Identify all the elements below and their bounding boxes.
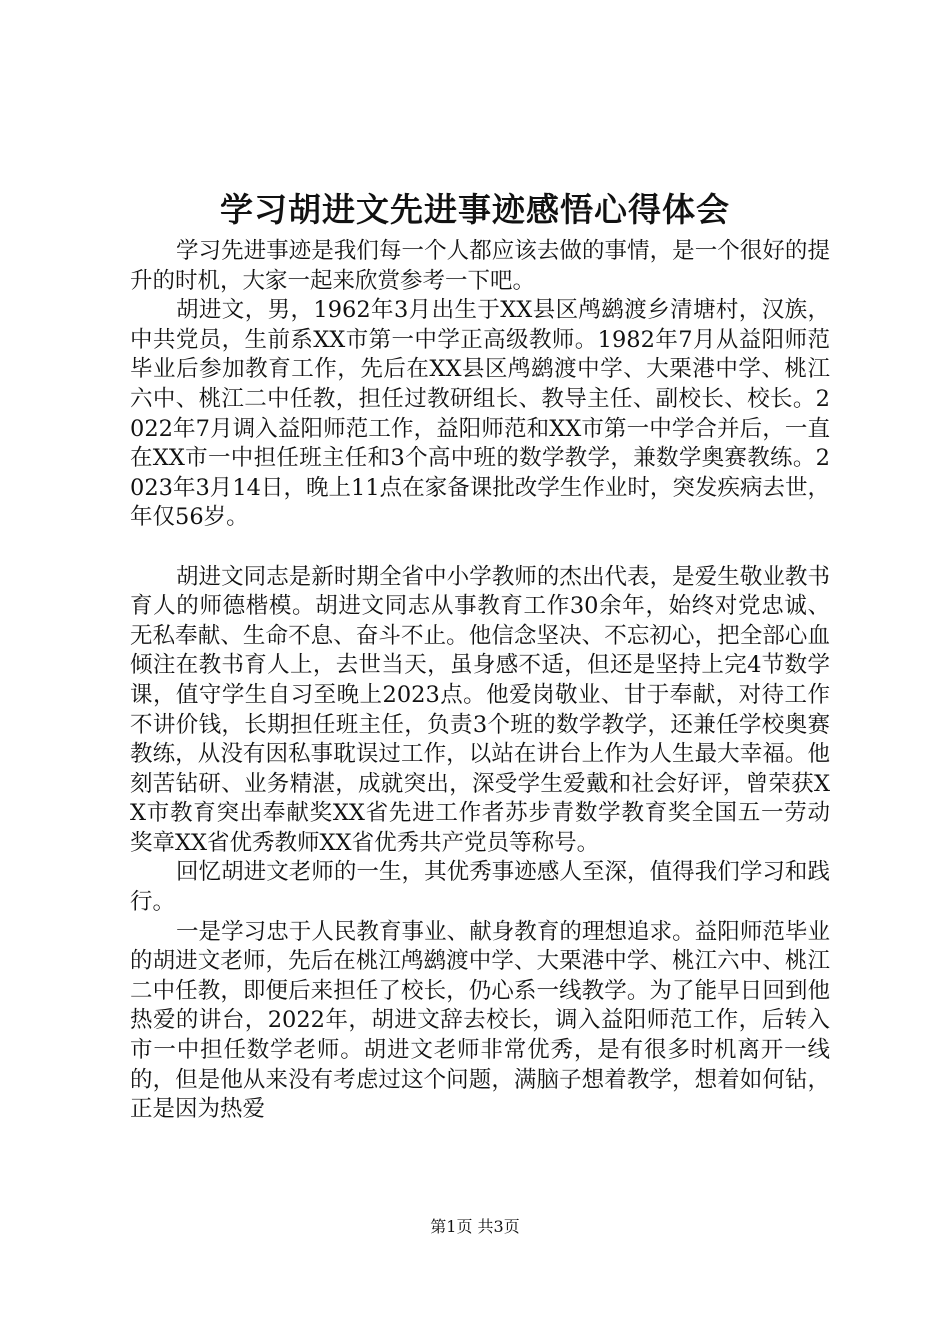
page-footer [0,1216,950,1238]
paragraph-intro: 学习先进事迹是我们每一个人都应该去做的事情，是一个很好的提升的时机，大家一起来欣赏参考一下吧。 [130,238,830,294]
paragraph-spacer [130,533,830,563]
paragraph-reflection: 回忆胡进文老师的一生，其优秀事迹感人至深，值得我们学习和践行。 [130,859,830,916]
page-count: 共3页 [477,1217,520,1236]
paragraph-lesson-one: 一是学习忠于人民教育事业、献身教育的理想追求。益阳师范毕业的胡进文老师，先后在桃江鸬鹚渡中学、大栗港中学、桃江六中、桃江二中任教，即便后来担任了校长，仍心系一线教学。为了能早日回到他热爱的讲台，2022年，胡进文辞去校长，调入益阳师范工作，后转入市一中担任数学老师。胡进文老师非常优秀，是有很多时机离开一线的，但是他从来没有考虑过这个问题，满脑子想着教学，想着如何钻，正是因为热爱 [130,918,830,1123]
paragraph-biography: 胡进文，男，1962年3月出生于XX县区鸬鹚渡乡清塘村，汉族，中共党员，生前系XX市第一中学正高级教师。1982年7月从益阳师范毕业后参加教育工作，先后在XX县区鸬鹚渡中学、大栗港中学、桃江六中、桃江二中任教，担任过教研组长、教导主任、副校长、校长。2022年7月调入益阳师范工作，益阳师范和XX市第一中学合并后，一直在XX市一中担任班主任和3个高中班的数学教学，兼数学奥赛教练。2023年3月14日，晚上11点在家备课批改学生作业时，突发疾病去世，年仅56岁。 [130,297,830,531]
page-number: 第1页 [430,1217,473,1236]
document-body [130,237,830,1125]
document-title: 学习胡进文先进事迹感悟心得体会 [220,190,730,229]
paragraph-deeds: 胡进文同志是新时期全省中小学教师的杰出代表，是爱生敬业教书育人的师德楷模。胡进文同志从事教育工作30余年，始终对党忠诚、无私奉献、生命不息、奋斗不止。他信念坚决、不忘初心，把全部心血倾注在教书育人上，去世当天，虽身感不适，但还是坚持上完4节数学课，值守学生自习至晚上2023点。他爱岗敬业、甘于奉献，对待工作不讲价钱，长期担任班主任，负责3个班的数学教学，还兼任学校奥赛教练，从没有因私事耽误过工作，以站在讲台上作为人生最大幸福。他刻苦钻研、业务精湛，成就突出，深受学生爱戴和社会好评，曾荣获XX市教育突出奉献奖XX省先进工作者苏步青数学教育奖全国五一劳动奖章XX省优秀教师XX省优秀共产党员等称号。 [130,563,830,856]
